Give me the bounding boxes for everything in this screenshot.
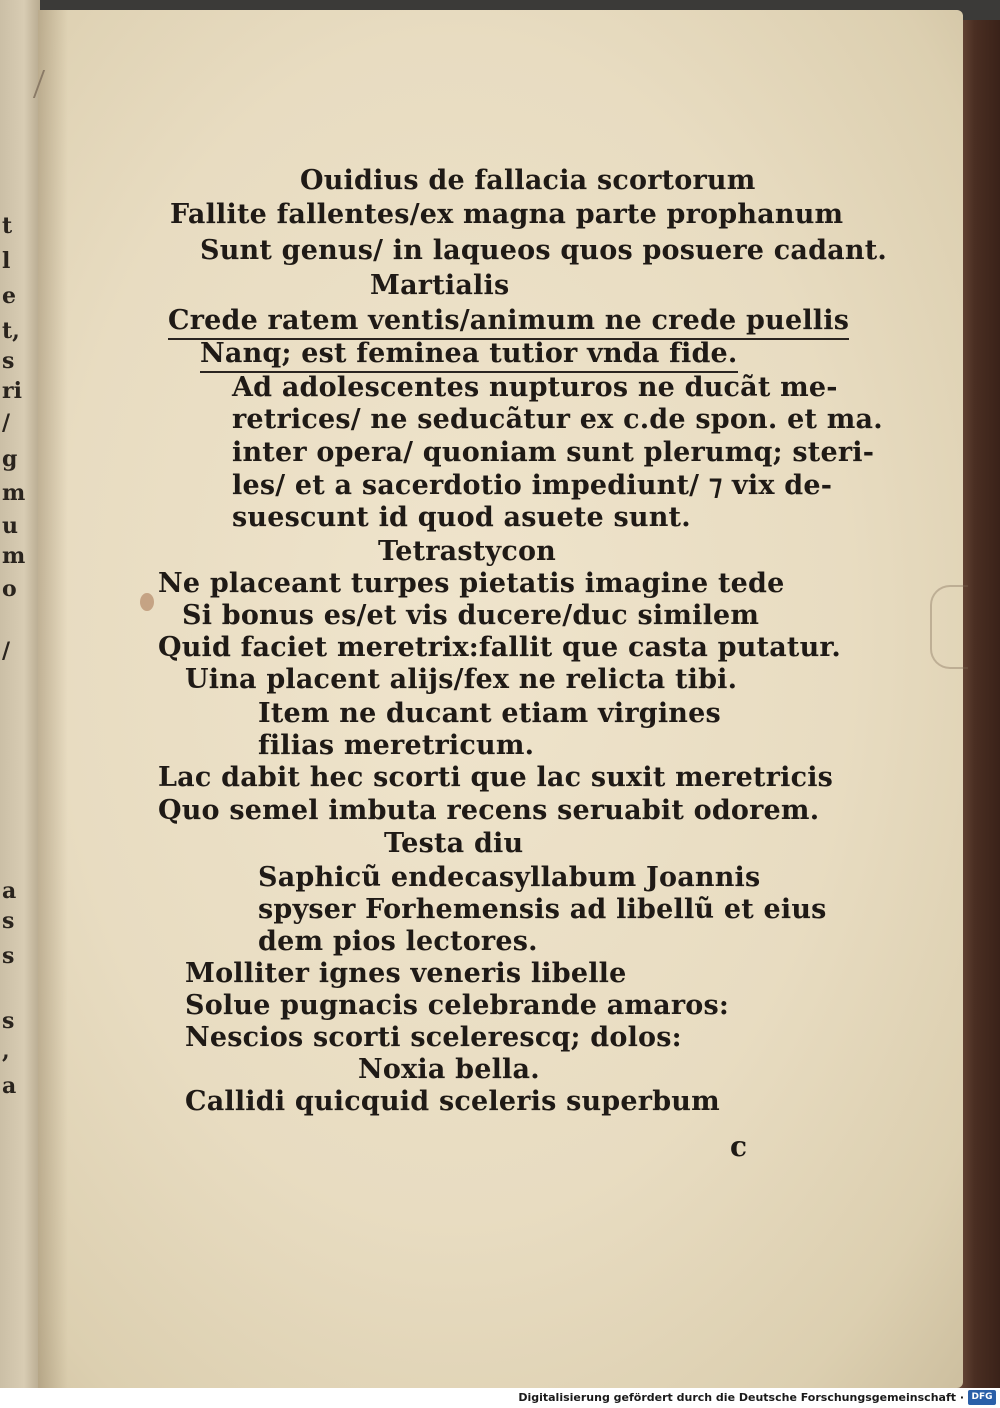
text-line: Noxia bella.: [358, 1054, 540, 1085]
text-line-heading: Martialis: [370, 270, 510, 301]
left-page-fragment: a: [2, 1073, 17, 1099]
text-line: Uina placent alijs/fex ne relicta tibi.: [185, 664, 738, 695]
left-page-fragment: t,: [2, 318, 20, 344]
left-page-fragment: s: [2, 943, 15, 969]
text-line: inter opera/ quoniam sunt plerumq; steri-: [232, 437, 875, 468]
left-page-fragment: t: [2, 213, 13, 239]
text-line: Si bonus es/et vis ducere/duc similem: [182, 600, 760, 631]
text-line: Fallite fallentes/ex magna parte prophanum: [170, 199, 844, 230]
left-page-fragment: l: [2, 248, 11, 274]
text-line: dem pios lectores.: [258, 926, 538, 957]
funding-credit: Digitalisierung gefördert durch die Deutsche Forschungsgemeinschaft ·: [518, 1391, 964, 1404]
text-line: Molliter ignes veneris libelle: [185, 958, 627, 989]
page-gutter-shadow: [38, 10, 68, 1388]
text-line: spyser Forhemensis ad libellũ et eius: [258, 894, 827, 925]
left-page-fragment: m: [2, 543, 26, 569]
text-line-heading: Tetrastycon: [378, 536, 557, 567]
left-page-fragment: s: [2, 1008, 15, 1034]
ink-stain: [140, 593, 154, 611]
text-line: Quo semel imbuta recens seruabit odorem.: [158, 795, 820, 826]
left-page-fragment: /: [2, 638, 11, 664]
left-page-fragment: e: [2, 283, 16, 309]
text-line: Item ne ducant etiam virgines: [258, 698, 721, 729]
left-page-fragment: u: [2, 513, 18, 539]
left-page-fragment: g: [2, 446, 18, 472]
left-page-fragment: m: [2, 480, 26, 506]
left-page-fragment: /: [2, 410, 11, 436]
left-page-fragment: ,: [2, 1038, 10, 1064]
text-line-underlined: Crede ratem ventis/animum ne crede puellis: [168, 305, 849, 340]
dfg-logo-icon: DFG: [968, 1390, 996, 1405]
text-line: Lac dabit hec scorti que lac suxit meretricis: [158, 762, 834, 793]
left-page-fragment: s: [2, 908, 15, 934]
text-line: suescunt id quod asuete sunt.: [232, 502, 691, 533]
text-line: filias meretricum.: [258, 730, 535, 761]
text-line: Nescios scorti scelerescq; dolos:: [185, 1022, 682, 1053]
text-line: Callidi quicquid sceleris superbum: [185, 1086, 720, 1117]
text-line: retrices/ ne seducãtur ex c.de spon. et ma.: [232, 404, 883, 435]
left-page-fragment: a: [2, 878, 17, 904]
text-line: les/ et a sacerdotio impediunt/ ⁊ vix de-: [232, 470, 833, 501]
text-line: Saphicũ endecasyllabum Joannis: [258, 862, 761, 893]
left-page-fragment: o: [2, 576, 17, 602]
text-line: Quid faciet meretrix:fallit que casta putatur.: [158, 632, 841, 663]
text-line-heading: Testa diu: [384, 828, 524, 859]
left-page-fragment: ri: [2, 378, 22, 404]
text-line: Solue pugnacis celebrande amaros:: [185, 990, 730, 1021]
text-line-underlined: Nanq; est feminea tutior vnda fide.: [200, 338, 738, 373]
signature-mark: c: [730, 1130, 748, 1163]
text-line-title: Ouidius de fallacia scortorum: [300, 165, 756, 196]
left-page-fragment: s: [2, 348, 15, 374]
text-line: Ne placeant turpes pietatis imagine tede: [158, 568, 785, 599]
left-facing-page: [0, 0, 40, 1388]
text-line: Ad adolescentes nupturos ne ducãt me-: [232, 372, 838, 403]
text-line: Sunt genus/ in laqueos quos posuere cadant.: [200, 235, 887, 266]
